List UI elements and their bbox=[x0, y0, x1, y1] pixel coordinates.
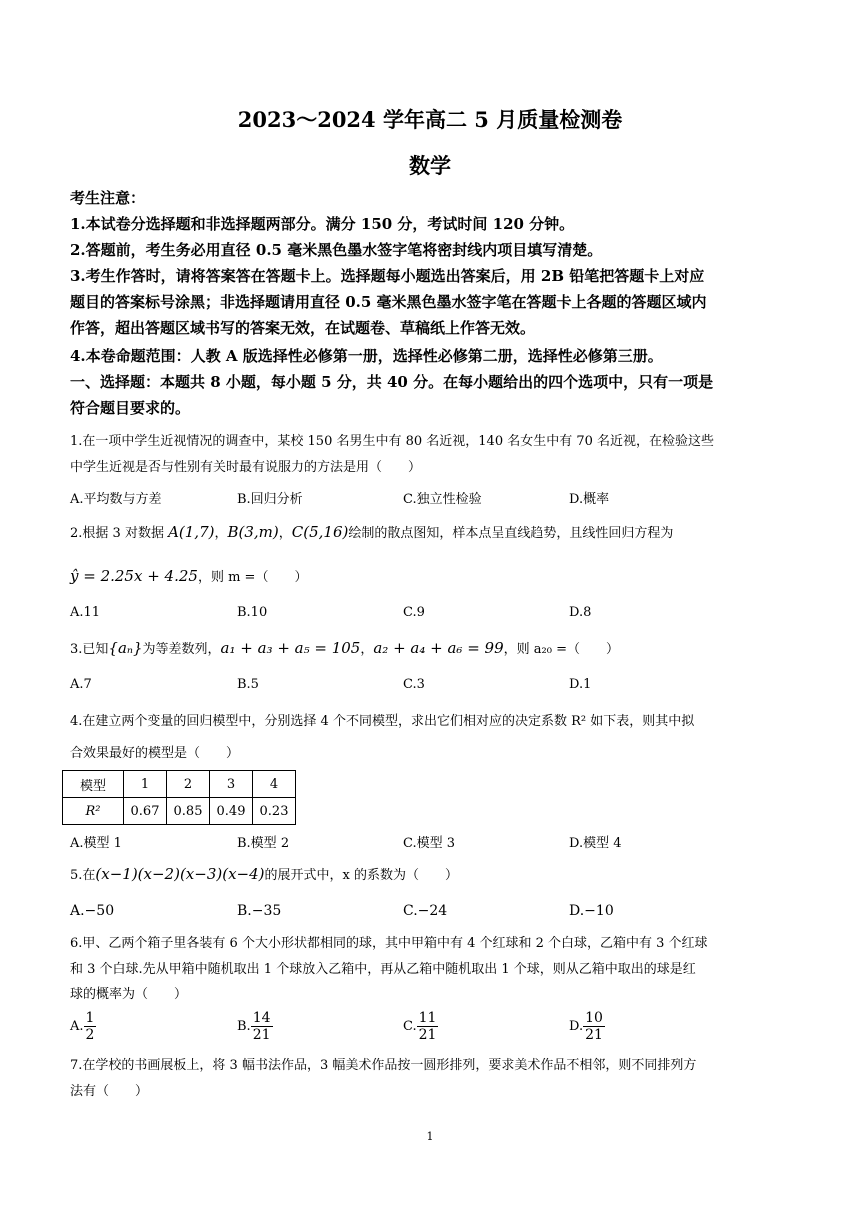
table-cell: 1 bbox=[124, 771, 167, 798]
option-letter: B. bbox=[237, 1019, 251, 1034]
q1-option-d: D.概率 bbox=[569, 492, 610, 507]
q2-equation-line bbox=[70, 566, 792, 588]
q4-option-b: B.模型 2 bbox=[237, 836, 290, 851]
option-letter: C. bbox=[403, 1019, 417, 1034]
q5-option-c: C.−24 bbox=[403, 903, 448, 919]
q4-option-a: A.模型 1 bbox=[70, 836, 122, 851]
q6-option-d bbox=[569, 1010, 605, 1043]
option-letter: D. bbox=[569, 1019, 584, 1034]
q2-option-a: A.11 bbox=[70, 605, 101, 620]
q1-stem: 1.在一项中学生近视情况的调查中，某校 150 名男生中有 80 名近视，140 名女生中有 70 名近视，在检验这些 bbox=[70, 434, 715, 449]
q3-stem: 3.已知{aₙ}为等差数列，a₁ + a₃ + a₅ = 105，a₂ + a₄ + a₆ = 99，则 a₂₀ =（ ） bbox=[70, 639, 619, 657]
q7-stem-cont: 法有（ ） bbox=[70, 1084, 149, 1099]
q3-mid: 为等差数列， bbox=[142, 642, 221, 657]
notice-heading: 考生注意： bbox=[70, 189, 146, 207]
q6-option-a bbox=[70, 1010, 96, 1043]
q4-stem: 4.在建立两个变量的回归模型中，分别选择 4 个不同模型，求出它们相对应的决定系数 R² 如下表，则其中拟 bbox=[70, 714, 695, 729]
denominator: 2 bbox=[85, 1027, 95, 1043]
numerator: 10 bbox=[585, 1010, 603, 1026]
q1-option-c: C.独立性检验 bbox=[403, 492, 482, 507]
q3-prefix: 3.已知 bbox=[70, 642, 109, 657]
q3-equation-2: a₂ + a₄ + a₆ = 99 bbox=[373, 639, 504, 657]
table-cell: 0.49 bbox=[210, 798, 253, 825]
numerator: 1 bbox=[85, 1010, 95, 1026]
denominator: 21 bbox=[585, 1027, 603, 1043]
q6-option-c bbox=[403, 1010, 438, 1043]
table-cell: 4 bbox=[253, 771, 296, 798]
fraction bbox=[84, 1010, 97, 1043]
notice-item-3-cont: 题目的答案标号涂黑；非选择题请用直径 0.5 毫米黑色墨水签字笔在答题卡上各题的答题区域内 bbox=[70, 293, 707, 311]
table-cell: 0.85 bbox=[167, 798, 210, 825]
q6-stem: 6.甲、乙两个箱子里各装有 6 个大小形状都相同的球，其中甲箱中有 4 个红球和 2 个白球，乙箱中有 3 个红球 bbox=[70, 936, 708, 951]
denominator: 21 bbox=[418, 1027, 437, 1043]
q3-option-a: A.7 bbox=[70, 677, 92, 692]
q5-option-b: B.−35 bbox=[237, 903, 282, 919]
r2-table bbox=[62, 770, 296, 825]
subject-title: 数学 bbox=[409, 153, 451, 178]
section-heading-cont: 符合题目要求的。 bbox=[70, 399, 191, 417]
numerator: 11 bbox=[418, 1010, 437, 1026]
q4-option-c: C.模型 3 bbox=[403, 836, 456, 851]
table-row bbox=[63, 798, 296, 825]
q3-equation-1: a₁ + a₃ + a₅ = 105 bbox=[220, 639, 361, 657]
table-cell: 0.23 bbox=[253, 798, 296, 825]
q2-point-b: B(3,m) bbox=[227, 523, 279, 541]
table-cell: 3 bbox=[210, 771, 253, 798]
q2-prefix: 2.根据 3 对数据 bbox=[70, 526, 169, 541]
notice-item-3-cont2: 作答，超出答题区域书写的答案无效，在试题卷、草稿纸上作答无效。 bbox=[70, 319, 536, 337]
q3-option-d: D.1 bbox=[569, 677, 592, 692]
q3-option-c: C.3 bbox=[403, 677, 425, 692]
q5-option-a: A.−50 bbox=[70, 903, 115, 919]
fraction bbox=[251, 1010, 273, 1043]
q2-stem: 2.根据 3 对数据 A(1,7)，B(3,m)，C(5,16)绘制的散点图知，样本点呈直线趋势，且线性回归方程为 bbox=[70, 523, 674, 541]
table-cell: 模型 bbox=[63, 771, 124, 798]
q5-stem bbox=[70, 864, 792, 886]
table-cell: 0.67 bbox=[124, 798, 167, 825]
table-cell: R² bbox=[63, 798, 124, 825]
q4-stem-cont: 合效果最好的模型是（ ） bbox=[70, 746, 240, 761]
q5-prefix: 5.在 bbox=[70, 868, 96, 883]
q6-stem-cont: 和 3 个白球.先从甲箱中随机取出 1 个球放入乙箱中，再从乙箱中随机取出 1 个球，则从乙箱中取出的球是红 bbox=[70, 962, 696, 977]
q6-option-b bbox=[237, 1010, 273, 1043]
q2-suffix: 绘制的散点图知，样本点呈直线趋势，且线性回归方程为 bbox=[348, 526, 674, 541]
exam-title: 2023～2024 学年高二 5 月质量检测卷 bbox=[237, 107, 623, 132]
q3-option-b: B.5 bbox=[237, 677, 259, 692]
q2-point-c: C(5,16) bbox=[291, 523, 349, 541]
q5-ask: 的展开式中，x 的系数为（ ） bbox=[264, 868, 458, 883]
q1-stem-cont: 中学生近视是否与性别有关时最有说服力的方法是用（ ） bbox=[70, 460, 422, 475]
q1-option-b: B.回归分析 bbox=[237, 492, 303, 507]
q6-stem-cont2: 球的概率为（ ） bbox=[70, 987, 188, 1002]
notice-item-1: 1.本试卷分选择题和非选择题两部分。满分 150 分，考试时间 120 分钟。 bbox=[70, 215, 575, 233]
notice-item-3: 3.考生作答时，请将答案答在答题卡上。选择题每小题选出答案后，用 2B 铅笔把答题卡上对应 bbox=[70, 267, 705, 285]
q3-ask: ，则 a₂₀ =（ ） bbox=[503, 642, 619, 657]
q3-sequence: {aₙ} bbox=[108, 639, 143, 657]
table-row bbox=[63, 771, 296, 798]
denominator: 21 bbox=[252, 1027, 271, 1043]
q2-option-b: B.10 bbox=[237, 605, 268, 620]
q2-option-d: D.8 bbox=[569, 605, 592, 620]
q2-option-c: C.9 bbox=[403, 605, 425, 620]
notice-item-2: 2.答题前，考生务必用直径 0.5 毫米黑色墨水签字笔将密封线内项目填写清楚。 bbox=[70, 241, 603, 259]
fraction bbox=[417, 1010, 439, 1043]
page-number: 1 bbox=[426, 1130, 434, 1143]
section-heading: 一、选择题：本题共 8 小题，每小题 5 分，共 40 分。在每小题给出的四个选项中，只有一项是 bbox=[70, 373, 714, 391]
fraction bbox=[583, 1010, 605, 1043]
notice-item-4: 4.本卷命题范围：人教 A 版选择性必修第一册，选择性必修第二册，选择性必修第三册。 bbox=[70, 347, 663, 365]
table-cell: 2 bbox=[167, 771, 210, 798]
q2-equation: ŷ = 2.25x + 4.25 bbox=[70, 567, 198, 585]
q1-option-a: A.平均数与方差 bbox=[70, 492, 162, 507]
q5-expression: (x−1)(x−2)(x−3)(x−4) bbox=[95, 865, 265, 883]
numerator: 14 bbox=[252, 1010, 271, 1026]
option-letter: A. bbox=[70, 1019, 84, 1034]
q7-stem: 7.在学校的书画展板上，将 3 幅书法作品，3 幅美术作品按一圆形排列，要求美术作品不相邻，则不同排列方 bbox=[70, 1058, 697, 1073]
q5-option-d: D.−10 bbox=[569, 903, 614, 919]
q2-point-a: A(1,7) bbox=[168, 523, 215, 541]
q2-ask: ，则 m =（ ） bbox=[197, 570, 308, 585]
q4-option-d: D.模型 4 bbox=[569, 836, 622, 851]
